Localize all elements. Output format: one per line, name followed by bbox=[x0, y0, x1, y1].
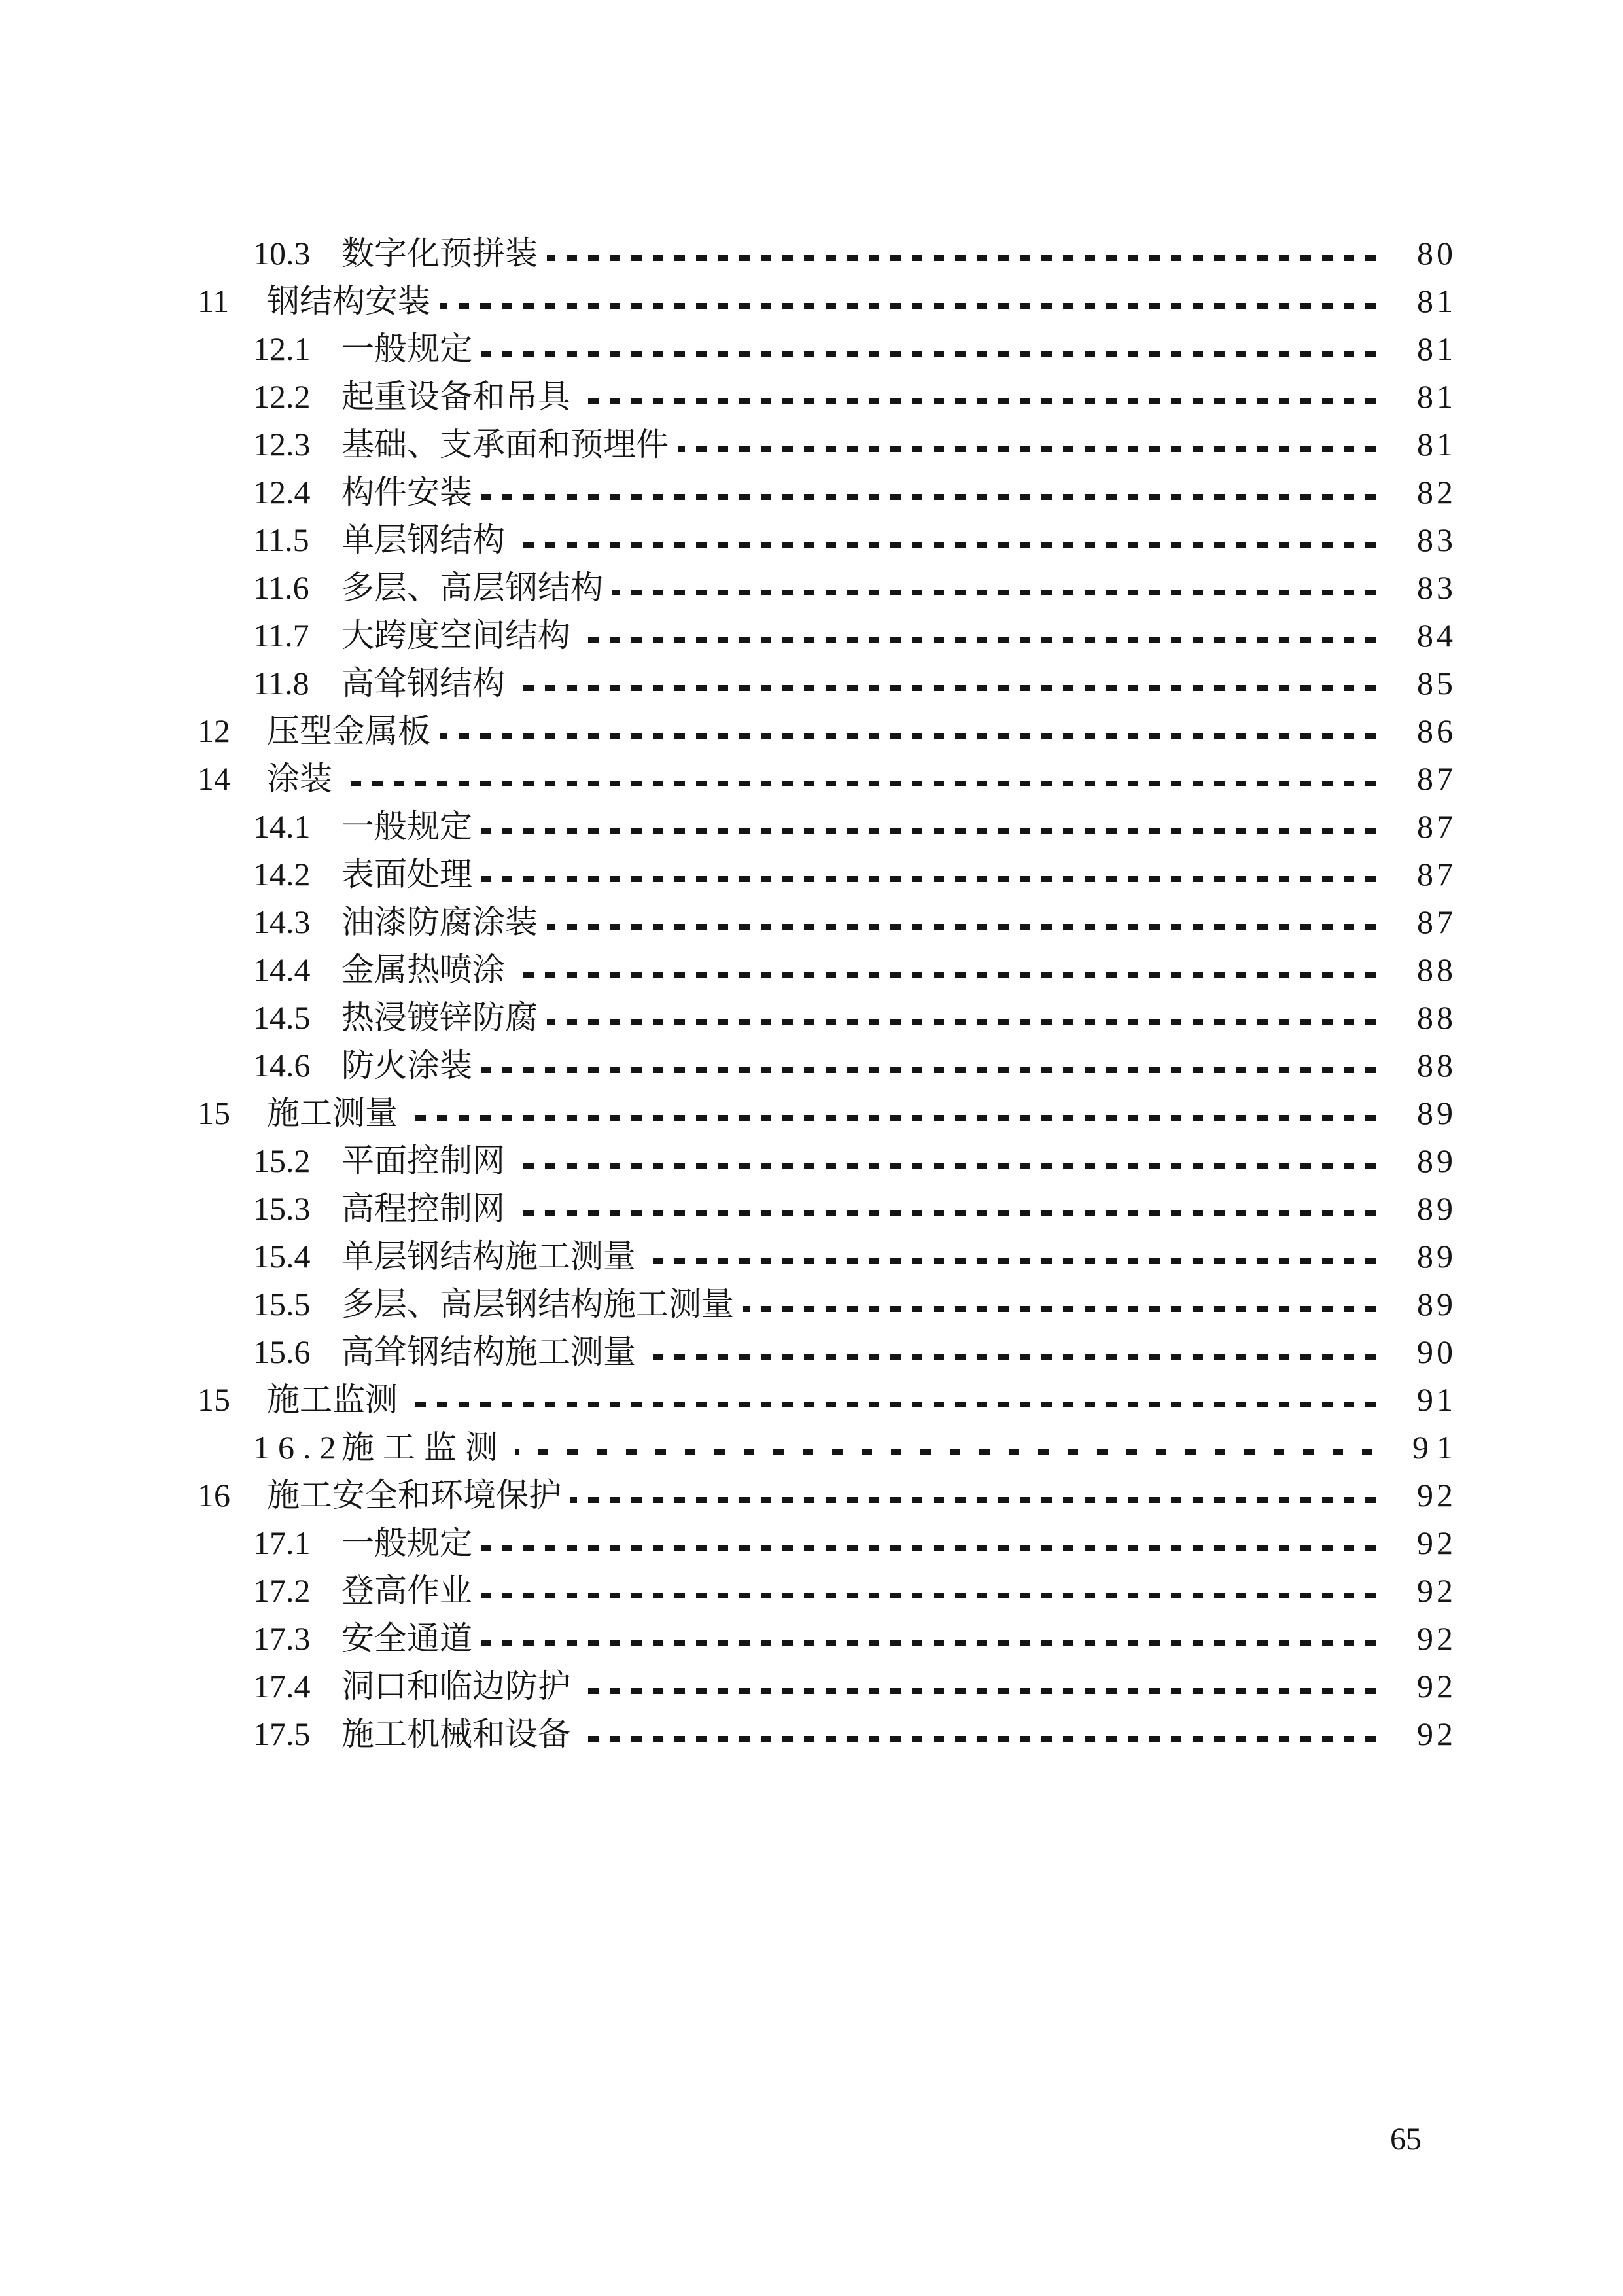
entry-page: 83 bbox=[1417, 569, 1456, 606]
dot-leader bbox=[547, 255, 1387, 261]
toc-entry bbox=[0, 994, 1623, 1042]
entry-page: 89 bbox=[1417, 1190, 1456, 1227]
entry-number: 12.4 bbox=[253, 474, 311, 510]
toc-entry bbox=[0, 1042, 1623, 1089]
dot-leader bbox=[481, 1593, 1387, 1598]
toc-entry bbox=[0, 1185, 1623, 1233]
entry-title: 施工安全和环境保护 bbox=[267, 1477, 561, 1513]
toc-entry bbox=[0, 898, 1623, 946]
entry-title: 施工测量 bbox=[267, 1095, 398, 1131]
entry-number: 14.5 bbox=[253, 999, 311, 1036]
entry-title: 施工监测 bbox=[341, 1429, 506, 1466]
dot-leader bbox=[407, 1402, 1387, 1407]
entry-title: 压型金属板 bbox=[267, 713, 430, 749]
entry-number: 15 bbox=[198, 1095, 230, 1131]
dot-leader bbox=[645, 1354, 1387, 1360]
entry-number: 16.2 bbox=[253, 1429, 345, 1466]
entry-page: 89 bbox=[1417, 1238, 1456, 1275]
dot-leader bbox=[612, 590, 1387, 595]
dot-leader bbox=[678, 446, 1387, 452]
entry-page: 87 bbox=[1417, 904, 1456, 940]
entry-page: 81 bbox=[1417, 378, 1456, 415]
entry-title: 单层钢结构施工测量 bbox=[341, 1238, 636, 1275]
toc-list bbox=[0, 230, 1623, 1758]
entry-number: 11.5 bbox=[253, 521, 309, 558]
dot-leader bbox=[580, 637, 1387, 643]
dot-leader bbox=[481, 1545, 1387, 1551]
entry-page: 80 bbox=[1417, 235, 1456, 272]
entry-title: 钢结构安装 bbox=[267, 283, 430, 319]
entry-page: 87 bbox=[1417, 856, 1456, 892]
dot-leader bbox=[547, 1019, 1387, 1025]
entry-title: 一般规定 bbox=[341, 808, 472, 845]
dot-leader bbox=[580, 1736, 1387, 1742]
entry-title: 热浸镀锌防腐 bbox=[341, 999, 538, 1036]
toc-entry bbox=[0, 803, 1623, 851]
dot-leader bbox=[481, 494, 1387, 500]
dot-leader bbox=[481, 876, 1387, 882]
entry-page: 92 bbox=[1417, 1668, 1456, 1704]
dot-leader bbox=[514, 542, 1387, 548]
dot-leader bbox=[580, 398, 1387, 404]
entry-title: 表面处理 bbox=[341, 856, 472, 892]
toc-entry bbox=[0, 516, 1623, 564]
entry-title: 涂装 bbox=[267, 760, 332, 797]
entry-page: 92 bbox=[1417, 1477, 1456, 1513]
toc-entry bbox=[0, 1567, 1623, 1615]
toc-entry bbox=[0, 421, 1623, 468]
entry-title: 一般规定 bbox=[341, 330, 472, 367]
entry-title: 构件安装 bbox=[341, 474, 472, 510]
entry-title: 油漆防腐涂装 bbox=[341, 904, 538, 940]
entry-title: 起重设备和吊具 bbox=[341, 378, 570, 415]
entry-number: 17.3 bbox=[253, 1620, 311, 1657]
entry-page: 81 bbox=[1417, 426, 1456, 463]
entry-number: 11.6 bbox=[253, 569, 309, 606]
entry-number: 16 bbox=[198, 1477, 230, 1513]
entry-page: 90 bbox=[1417, 1333, 1456, 1370]
entry-title: 高耸钢结构施工测量 bbox=[341, 1333, 636, 1370]
entry-number: 14.1 bbox=[253, 808, 311, 845]
toc-entry bbox=[0, 1328, 1623, 1376]
toc-entry bbox=[0, 564, 1623, 612]
toc-entry bbox=[0, 277, 1623, 325]
toc-entry bbox=[0, 230, 1623, 277]
toc-entry bbox=[0, 1472, 1623, 1519]
entry-page: 91 bbox=[1417, 1381, 1456, 1418]
dot-leader bbox=[515, 1449, 1391, 1455]
entry-number: 14 bbox=[198, 760, 230, 797]
entry-page: 91 bbox=[1412, 1429, 1461, 1466]
entry-page: 92 bbox=[1417, 1572, 1456, 1609]
entry-title: 安全通道 bbox=[341, 1620, 472, 1657]
entry-title: 一般规定 bbox=[341, 1525, 472, 1561]
folio-page-number: 65 bbox=[1390, 2122, 1422, 2157]
entry-number: 15.3 bbox=[253, 1190, 311, 1227]
toc-entry bbox=[0, 1615, 1623, 1663]
entry-number: 14.2 bbox=[253, 856, 311, 892]
dot-leader bbox=[514, 1163, 1387, 1169]
entry-number: 15.5 bbox=[253, 1286, 311, 1322]
toc-entry bbox=[0, 325, 1623, 373]
entry-page: 83 bbox=[1417, 521, 1456, 558]
entry-number: 15.6 bbox=[253, 1333, 311, 1370]
toc-entry bbox=[0, 660, 1623, 707]
toc-entry bbox=[0, 1376, 1623, 1424]
entry-title: 数字化预拼装 bbox=[341, 235, 538, 272]
dot-leader bbox=[481, 351, 1387, 357]
entry-title: 防火涂装 bbox=[341, 1047, 472, 1084]
entry-number: 14.3 bbox=[253, 904, 311, 940]
entry-page: 92 bbox=[1417, 1716, 1456, 1752]
entry-number: 15.4 bbox=[253, 1238, 311, 1275]
entry-page: 88 bbox=[1417, 1047, 1456, 1084]
entry-number: 12.1 bbox=[253, 330, 311, 367]
entry-number: 17.4 bbox=[253, 1668, 311, 1704]
entry-title: 登高作业 bbox=[341, 1572, 472, 1609]
dot-leader bbox=[481, 1640, 1387, 1646]
entry-number: 17.5 bbox=[253, 1716, 311, 1752]
dot-leader bbox=[514, 972, 1387, 978]
entry-page: 88 bbox=[1417, 951, 1456, 988]
dot-leader bbox=[645, 1258, 1387, 1264]
entry-number: 17.2 bbox=[253, 1572, 311, 1609]
entry-title: 洞口和临边防护 bbox=[341, 1668, 570, 1704]
entry-title: 多层、高层钢结构 bbox=[341, 569, 603, 606]
dot-leader bbox=[514, 1210, 1387, 1216]
toc-entry bbox=[0, 755, 1623, 803]
entry-number: 12 bbox=[198, 713, 230, 749]
entry-number: 11.7 bbox=[253, 617, 309, 654]
entry-page: 89 bbox=[1417, 1286, 1456, 1322]
entry-page: 86 bbox=[1417, 713, 1456, 749]
entry-number: 10.3 bbox=[253, 235, 311, 272]
toc-entry bbox=[0, 707, 1623, 755]
entry-page: 88 bbox=[1417, 999, 1456, 1036]
entry-title: 多层、高层钢结构施工测量 bbox=[341, 1286, 734, 1322]
entry-number: 15.2 bbox=[253, 1142, 311, 1179]
entry-page: 87 bbox=[1417, 808, 1456, 845]
entry-page: 92 bbox=[1417, 1620, 1456, 1657]
entry-title: 大跨度空间结构 bbox=[341, 617, 570, 654]
entry-title: 高耸钢结构 bbox=[341, 665, 505, 701]
toc-entry bbox=[0, 1663, 1623, 1710]
entry-title: 单层钢结构 bbox=[341, 521, 505, 558]
dot-leader bbox=[440, 303, 1387, 309]
entry-number: 15 bbox=[198, 1381, 230, 1418]
entry-page: 81 bbox=[1417, 330, 1456, 367]
toc-entry bbox=[0, 851, 1623, 898]
dot-leader bbox=[580, 1688, 1387, 1694]
dot-leader bbox=[440, 733, 1387, 739]
toc-entry bbox=[0, 946, 1623, 994]
entry-page: 89 bbox=[1417, 1142, 1456, 1179]
entry-number: 17.1 bbox=[253, 1525, 311, 1561]
dot-leader bbox=[547, 924, 1387, 930]
dot-leader bbox=[341, 781, 1387, 786]
entry-title: 施工机械和设备 bbox=[341, 1716, 570, 1752]
toc-entry bbox=[0, 1519, 1623, 1567]
toc-entry bbox=[0, 1424, 1623, 1472]
toc-entry bbox=[0, 468, 1623, 516]
entry-page: 85 bbox=[1417, 665, 1456, 701]
entry-title: 基础、支承面和预埋件 bbox=[341, 426, 669, 463]
toc-entry bbox=[0, 612, 1623, 660]
dot-leader bbox=[514, 685, 1387, 691]
entry-page: 82 bbox=[1417, 474, 1456, 510]
dot-leader bbox=[481, 1067, 1387, 1073]
entry-number: 11 bbox=[198, 283, 230, 319]
toc-entry bbox=[0, 373, 1623, 421]
entry-number: 11.8 bbox=[253, 665, 309, 701]
entry-title: 金属热喷涂 bbox=[341, 951, 505, 988]
entry-number: 14.6 bbox=[253, 1047, 311, 1084]
toc-entry bbox=[0, 1710, 1623, 1758]
entry-number: 14.4 bbox=[253, 951, 311, 988]
entry-number: 12.3 bbox=[253, 426, 311, 463]
toc-entry bbox=[0, 1280, 1623, 1328]
dot-leader bbox=[481, 828, 1387, 834]
entry-page: 81 bbox=[1417, 283, 1456, 319]
entry-title: 平面控制网 bbox=[341, 1142, 505, 1179]
entry-title: 高程控制网 bbox=[341, 1190, 505, 1227]
entry-page: 87 bbox=[1417, 760, 1456, 797]
toc-entry bbox=[0, 1233, 1623, 1280]
entry-title: 施工监测 bbox=[267, 1381, 398, 1418]
entry-page: 84 bbox=[1417, 617, 1456, 654]
dot-leader bbox=[407, 1115, 1387, 1121]
dot-leader bbox=[743, 1306, 1387, 1312]
entry-page: 89 bbox=[1417, 1095, 1456, 1131]
dot-leader bbox=[570, 1497, 1387, 1503]
entry-page: 92 bbox=[1417, 1525, 1456, 1561]
toc-entry bbox=[0, 1137, 1623, 1185]
entry-number: 12.2 bbox=[253, 378, 311, 415]
toc-entry bbox=[0, 1089, 1623, 1137]
